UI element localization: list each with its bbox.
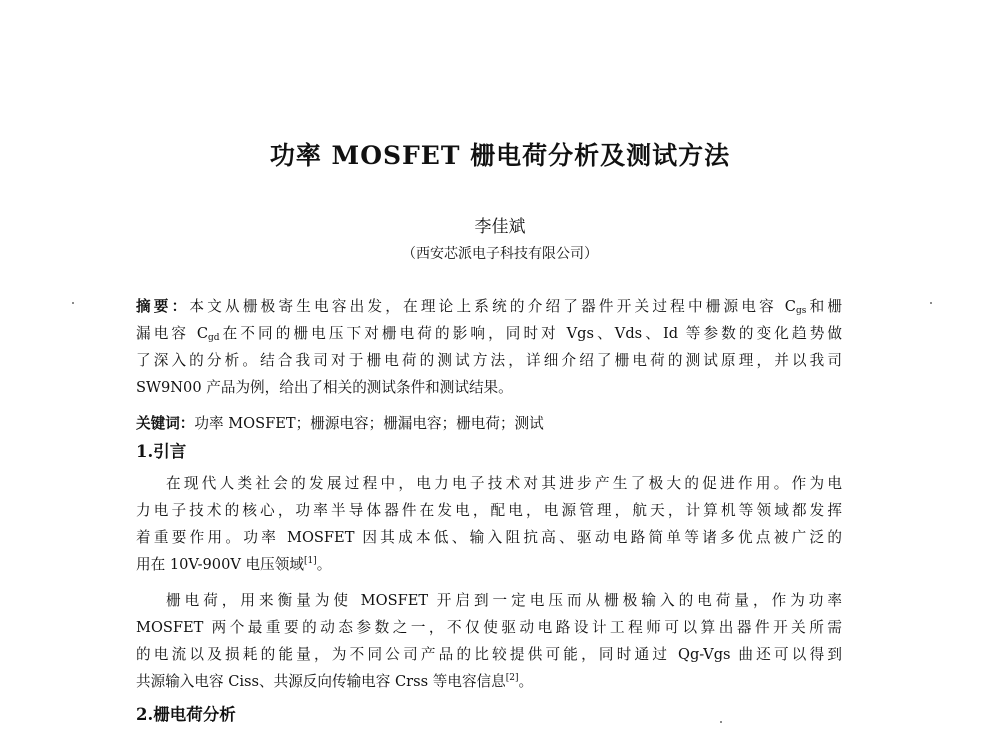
paragraph-text: 。 (518, 673, 534, 690)
paragraph-text: 共源输入电容 Ciss、共源反向传输电容 Crss 等电容信息 (136, 673, 506, 690)
abstract-line (136, 320, 842, 347)
abstract-line: SW9N00 产品为例，给出了相关的测试条件和测试结果。 (136, 379, 513, 396)
citation-ref: [1] (303, 556, 317, 566)
author-name: 李佳斌 (474, 217, 526, 237)
scan-speck (72, 302, 74, 304)
keywords-line (136, 410, 842, 437)
paragraph-line: MOSFET 两个最重要的动态参数之一，不仅使驱动电路设计工程师可以算出器件开关所需 (136, 619, 842, 636)
paragraph-line: 力电子技术的核心，功率半导体器件在发电，配电，电源管理，航天，计算机等领域都发挥 (136, 502, 842, 519)
section-1-heading: 1.引言 (136, 442, 187, 461)
abstract-text: 漏电容 C (136, 325, 208, 342)
keywords-text: 功率 MOSFET；栅源电容；栅漏电容；栅电荷；测试 (194, 415, 544, 432)
citation-ref: [2] (505, 673, 519, 683)
scan-speck (930, 302, 932, 304)
subscript-gs: gs (795, 306, 807, 316)
paragraph-line (136, 551, 842, 578)
keywords (136, 410, 842, 437)
paragraph-line (136, 668, 842, 695)
scan-speck (720, 721, 722, 723)
abstract-line (136, 293, 842, 320)
section-2-heading: 2.栅电荷分析 (136, 705, 236, 724)
abstract-text: 在不同的栅电压下对栅电荷的影响，同时对 Vgs、Vds、Id 等参数的变化趋势做 (219, 325, 842, 342)
abstract-text: 本文从栅极寄生电容出发，在理论上系统的介绍了器件开关过程中栅源电容 C (189, 298, 796, 315)
abstract-label: 摘要： (136, 298, 190, 315)
keywords-label: 关键词： (136, 415, 195, 432)
paragraph-line: 着重要作用。功率 MOSFET 因其成本低、输入阻抗高、驱动电路简单等诸多优点被广泛的 (136, 529, 842, 546)
paragraph-line: 栅电荷，用来衡量为使 MOSFET 开启到一定电压而从栅极输入的电荷量，作为功率 (166, 592, 842, 609)
subscript-gd: gd (208, 333, 220, 343)
abstract-text: 和栅 (806, 298, 842, 315)
section-heading (136, 438, 842, 466)
paragraph-intro-2 (136, 587, 842, 695)
paragraph-line: 在现代人类社会的发展过程中，电力电子技术对其进步产生了极大的促进作用。作为电 (166, 475, 842, 492)
section-heading (136, 701, 842, 729)
abstract-line: 了深入的分析。结合我司对于栅电荷的测试方法，详细介绍了栅电荷的测试原理，并以我司 (136, 352, 842, 369)
paper-title: 功率 MOSFET 栅电荷分析及测试方法 (269, 141, 731, 170)
paragraph-text: 。 (316, 556, 332, 573)
paragraph-text: 用在 10V-900V 电压领域 (136, 556, 304, 573)
paragraph-line: 的电流以及损耗的能量，为不同公司产品的比较提供可能，同时通过 Qg-Vgs 曲还可以得到 (136, 646, 842, 663)
paragraph-intro-1 (136, 470, 842, 578)
author-affiliation: （西安芯派电子科技有限公司） (402, 246, 598, 262)
abstract (136, 293, 842, 401)
